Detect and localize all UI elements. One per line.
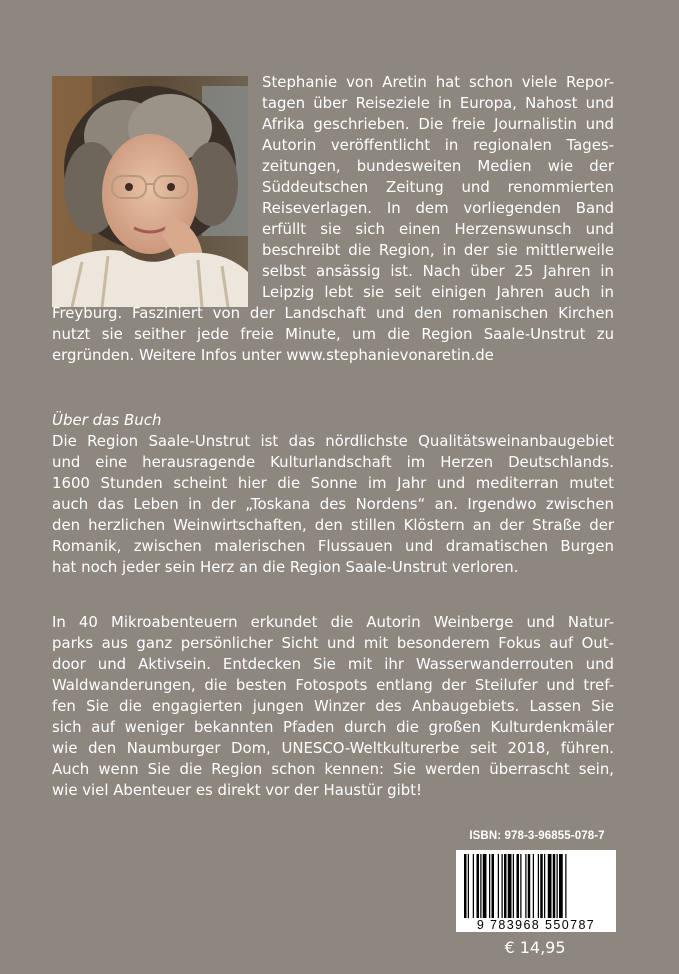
barcode-bar bbox=[473, 854, 474, 918]
barcode-bar bbox=[477, 854, 480, 918]
author-photo bbox=[52, 76, 248, 307]
barcode-bar bbox=[528, 854, 531, 918]
para2-line: In 40 Mikroabenteuern erkundet die Autorin Weinberge und Natur- bbox=[52, 613, 614, 631]
bio-line: Afrika geschrieben. Die freie Journalistin und bbox=[262, 115, 614, 133]
para1-line: 1600 Stunden scheint hier die Sonne im Jahr und mediterran mutet bbox=[52, 474, 614, 492]
barcode-bar bbox=[468, 854, 469, 918]
bio-line: beschreibt die Region, in der sie mittlerweile bbox=[262, 241, 614, 259]
para1-line: hat noch jeder sein Herz an die Region Saale-Unstrut verloren. bbox=[52, 558, 519, 576]
bio-line: selbst ansässig ist. Nach über 25 Jahren in bbox=[262, 262, 614, 280]
bio-line: tagen über Reiseziele in Europa, Nahost und bbox=[262, 94, 614, 112]
barcode-bar bbox=[520, 854, 521, 918]
para2-line: wie den Naumburger Dom, UNESCO-Weltkulturerbe seit 2018, führen. bbox=[52, 739, 614, 757]
para2-line: door und Aktivsein. Entdecken Sie mit ihr Wasserwanderrouten und bbox=[52, 655, 614, 673]
barcode-digits: 9 783968 550787 bbox=[456, 918, 616, 932]
para1-line: Romanik, zwischen malerischen Flussauen und dramatischen Burgen bbox=[52, 537, 614, 555]
bio-line: zeitungen, bundesweiten Medien wie der bbox=[262, 157, 614, 175]
isbn-label: ISBN: 978-3-96855-078-7 bbox=[469, 830, 605, 842]
para1-line: Die Region Saale-Unstrut ist das nördlichste Qualitätsweinanbaugebiet bbox=[52, 432, 614, 450]
para2-line: wie viel Abenteuer es direkt vor der Haustür gibt! bbox=[52, 781, 423, 799]
barcode-bar bbox=[464, 854, 467, 918]
barcode-bar bbox=[489, 854, 490, 918]
barcode-bar bbox=[513, 854, 514, 918]
barcode-bar bbox=[553, 854, 556, 918]
barcode-bar bbox=[483, 854, 487, 918]
bio-line: nutzt sie seither jede freie Minute, um die Region Saale-Unstrut zu bbox=[52, 325, 614, 343]
para2-line: Waldwanderungen, die besten Fotospots entlang der Steilufer und tref- bbox=[52, 676, 614, 694]
barcode-bar bbox=[559, 854, 563, 918]
para2-line: Auch wenn Sie die Region schon kennen: Sie werden überrascht sein, bbox=[52, 760, 614, 778]
para2-line: sich auf weniger bekannten Pfaden durch die großen Kulturdenkmäler bbox=[52, 718, 614, 736]
barcode-bar bbox=[544, 854, 545, 918]
bio-line: Autorin veröffentlicht in regionalen Tages- bbox=[262, 136, 614, 154]
barcode-bar bbox=[540, 854, 543, 918]
bio-line: erfüllt sie sich einen Herzenswunsch und bbox=[262, 220, 614, 238]
barcode-bar bbox=[565, 854, 566, 918]
barcode-bar bbox=[525, 854, 526, 918]
bio-line: Reiseverlagen. In dem vorliegenden Band bbox=[262, 199, 614, 217]
barcode-bar bbox=[538, 854, 539, 918]
barcode-bar bbox=[502, 854, 503, 918]
barcode bbox=[456, 850, 616, 932]
barcode-bar bbox=[504, 854, 507, 918]
bio-line: Freyburg. Fasziniert von der Landschaft und den romanischen Kirchen bbox=[52, 304, 614, 322]
barcode-bar bbox=[480, 854, 481, 918]
barcode-bar bbox=[533, 854, 534, 918]
bio-line: Stephanie von Aretin hat schon viele Repor- bbox=[262, 73, 614, 91]
bio-line: Leipzig lebt sie seit einigen Jahren auch in bbox=[262, 283, 614, 301]
price-label: € 14,95 bbox=[504, 938, 566, 957]
para1-line: und eine herausragende Kulturlandschaft im Herzen Deutschlands. bbox=[52, 453, 614, 471]
barcode-bar bbox=[557, 854, 558, 918]
para1-line: den herzlichen Weinwirtschaften, den stillen Klöstern an der Straße der bbox=[52, 516, 614, 534]
bio-line: ergründen. Weitere Infos unter www.stephanievonaretin.de bbox=[52, 346, 494, 364]
para2-line: parks aus ganz persönlicher Sicht und mit besonderem Fokus auf Out- bbox=[52, 634, 614, 652]
para2-line: fen Sie die engagierten jungen Winzer des Anbaugebiets. Lassen Sie bbox=[52, 697, 614, 715]
para1-line: auch das Leben in der „Toskana des Nordens“ an. Irgendwo zwischen bbox=[52, 495, 614, 513]
barcode-bar bbox=[508, 854, 512, 918]
barcode-bar bbox=[517, 854, 520, 918]
about-heading: Über das Buch bbox=[52, 411, 162, 429]
barcode-bar bbox=[548, 854, 552, 918]
barcode-bar bbox=[498, 854, 499, 918]
bio-line: Süddeutschen Zeitung und renommierten bbox=[262, 178, 614, 196]
barcode-bar bbox=[492, 854, 495, 918]
author-portrait-image bbox=[52, 76, 248, 307]
